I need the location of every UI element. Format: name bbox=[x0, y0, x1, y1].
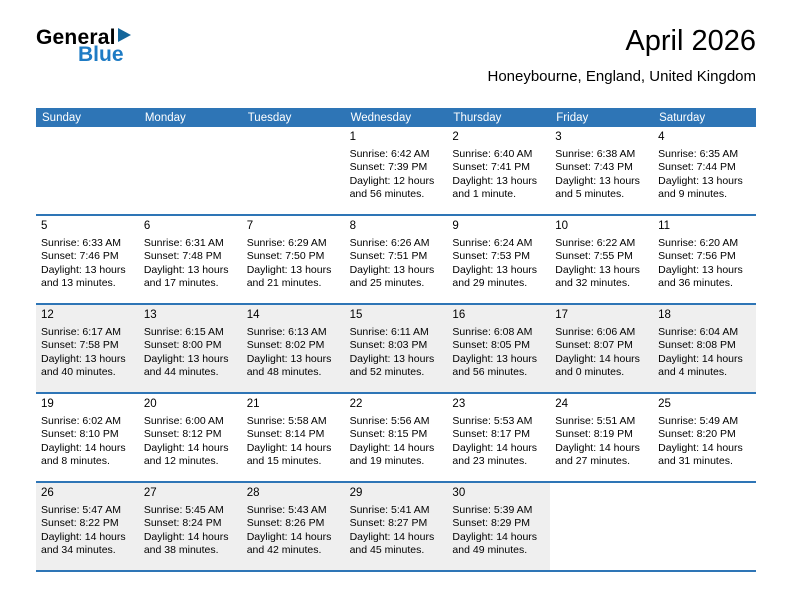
daylight-text: Daylight: 13 hours and 17 minutes. bbox=[143, 263, 229, 290]
calendar-grid bbox=[36, 127, 756, 570]
daylight-text: Daylight: 14 hours and 27 minutes. bbox=[555, 441, 640, 468]
day-number: 1 bbox=[349, 131, 356, 143]
empty-cell bbox=[653, 483, 756, 570]
day-cell-1 bbox=[345, 127, 448, 214]
daylight-text: Daylight: 13 hours and 21 minutes. bbox=[246, 263, 332, 290]
sunrise-text: Sunrise: 5:49 AM bbox=[658, 414, 739, 427]
sunrise-text: Sunrise: 5:47 AM bbox=[41, 503, 121, 516]
sunrise-text: Sunrise: 5:51 AM bbox=[555, 414, 636, 427]
day-number: 5 bbox=[41, 220, 48, 232]
sunset-text: Sunset: 8:15 PM bbox=[349, 428, 428, 441]
daylight-text: Daylight: 14 hours and 19 minutes. bbox=[349, 441, 435, 468]
weekday-header-wednesday: Wednesday bbox=[350, 111, 412, 124]
daylight-text: Daylight: 12 hours and 56 minutes. bbox=[349, 174, 435, 201]
sunrise-text: Sunrise: 6:26 AM bbox=[349, 236, 430, 249]
sunset-text: Sunset: 7:53 PM bbox=[452, 250, 531, 263]
daylight-text: Daylight: 14 hours and 15 minutes. bbox=[246, 441, 332, 468]
daylight-text: Daylight: 13 hours and 48 minutes. bbox=[246, 352, 332, 379]
week-row-3 bbox=[36, 303, 756, 392]
day-cell-28 bbox=[242, 483, 345, 570]
daylight-text: Daylight: 13 hours and 5 minutes. bbox=[555, 174, 640, 201]
day-number: 2 bbox=[452, 131, 459, 143]
day-cell-12 bbox=[36, 305, 139, 392]
day-cell-6 bbox=[139, 216, 242, 303]
day-number: 3 bbox=[555, 131, 562, 143]
sunrise-text: Sunrise: 5:43 AM bbox=[246, 503, 327, 516]
daylight-text: Daylight: 13 hours and 29 minutes. bbox=[452, 263, 538, 290]
sunrise-text: Sunrise: 6:29 AM bbox=[246, 236, 327, 249]
day-cell-29 bbox=[345, 483, 448, 570]
sunrise-text: Sunrise: 6:06 AM bbox=[555, 325, 636, 338]
sunrise-text: Sunrise: 6:00 AM bbox=[143, 414, 224, 427]
sunrise-text: Sunrise: 6:15 AM bbox=[143, 325, 224, 338]
day-cell-4 bbox=[653, 127, 756, 214]
day-cell-2 bbox=[447, 127, 550, 214]
day-cell-5 bbox=[36, 216, 139, 303]
daylight-text: Daylight: 13 hours and 9 minutes. bbox=[658, 174, 743, 201]
daylight-text: Daylight: 14 hours and 31 minutes. bbox=[658, 441, 743, 468]
sunrise-text: Sunrise: 6:33 AM bbox=[41, 236, 121, 249]
daylight-text: Daylight: 14 hours and 49 minutes. bbox=[452, 530, 538, 557]
daylight-text: Daylight: 13 hours and 32 minutes. bbox=[555, 263, 640, 290]
sunset-text: Sunset: 8:07 PM bbox=[555, 339, 633, 352]
weekday-header-row bbox=[36, 108, 756, 127]
sunset-text: Sunset: 8:00 PM bbox=[143, 339, 222, 352]
daylight-text: Daylight: 13 hours and 56 minutes. bbox=[452, 352, 538, 379]
day-number: 4 bbox=[658, 131, 665, 143]
sunrise-text: Sunrise: 6:38 AM bbox=[555, 147, 636, 160]
day-number: 21 bbox=[246, 398, 260, 410]
week-row-2 bbox=[36, 214, 756, 303]
day-number: 6 bbox=[143, 220, 151, 232]
sunrise-text: Sunrise: 6:31 AM bbox=[143, 236, 224, 249]
day-number: 19 bbox=[41, 398, 54, 410]
empty-cell bbox=[139, 127, 242, 214]
daylight-text: Daylight: 14 hours and 34 minutes. bbox=[41, 530, 126, 557]
sunset-text: Sunset: 8:12 PM bbox=[143, 428, 222, 441]
day-cell-20 bbox=[139, 394, 242, 481]
day-number: 13 bbox=[143, 309, 157, 321]
day-cell-21 bbox=[242, 394, 345, 481]
sunset-text: Sunset: 7:48 PM bbox=[143, 250, 222, 263]
daylight-text: Daylight: 14 hours and 12 minutes. bbox=[143, 441, 229, 468]
day-number: 16 bbox=[452, 309, 466, 321]
sunrise-text: Sunrise: 6:02 AM bbox=[41, 414, 121, 427]
day-number: 12 bbox=[41, 309, 54, 321]
sunset-text: Sunset: 8:20 PM bbox=[658, 428, 736, 441]
day-cell-27 bbox=[139, 483, 242, 570]
day-number: 27 bbox=[143, 487, 157, 499]
day-number: 29 bbox=[349, 487, 363, 499]
sunrise-text: Sunrise: 6:42 AM bbox=[349, 147, 430, 160]
sunset-text: Sunset: 8:26 PM bbox=[246, 517, 325, 530]
page-title: April 2026 bbox=[625, 25, 756, 57]
day-number: 18 bbox=[658, 309, 671, 321]
sunset-text: Sunset: 7:41 PM bbox=[452, 161, 531, 174]
daylight-text: Daylight: 14 hours and 23 minutes. bbox=[452, 441, 538, 468]
day-cell-14 bbox=[242, 305, 345, 392]
sunset-text: Sunset: 8:14 PM bbox=[246, 428, 325, 441]
day-number: 28 bbox=[246, 487, 260, 499]
day-number: 8 bbox=[349, 220, 356, 232]
weekday-header-thursday: Thursday bbox=[453, 111, 502, 124]
sunrise-text: Sunrise: 6:24 AM bbox=[452, 236, 533, 249]
logo-text-general: General bbox=[36, 26, 116, 49]
sunrise-text: Sunrise: 5:56 AM bbox=[349, 414, 430, 427]
daylight-text: Daylight: 14 hours and 4 minutes. bbox=[658, 352, 743, 379]
weekday-header-friday: Friday bbox=[556, 111, 589, 124]
weekday-header-sunday: Sunday bbox=[42, 111, 82, 124]
daylight-text: Daylight: 13 hours and 25 minutes. bbox=[349, 263, 435, 290]
day-number: 14 bbox=[246, 309, 260, 321]
day-cell-8 bbox=[345, 216, 448, 303]
sunrise-text: Sunrise: 5:53 AM bbox=[452, 414, 533, 427]
sunset-text: Sunset: 8:05 PM bbox=[452, 339, 531, 352]
day-number: 15 bbox=[349, 309, 363, 321]
empty-cell bbox=[550, 483, 653, 570]
day-number: 23 bbox=[452, 398, 466, 410]
day-cell-19 bbox=[36, 394, 139, 481]
daylight-text: Daylight: 13 hours and 1 minute. bbox=[452, 174, 538, 201]
page-header bbox=[36, 26, 756, 98]
day-cell-26 bbox=[36, 483, 139, 570]
day-number: 11 bbox=[658, 220, 671, 232]
week-row-5 bbox=[36, 481, 756, 570]
day-cell-16 bbox=[447, 305, 550, 392]
sunset-text: Sunset: 8:17 PM bbox=[452, 428, 531, 441]
sunrise-text: Sunrise: 5:41 AM bbox=[349, 503, 430, 516]
day-number: 20 bbox=[143, 398, 157, 410]
sunset-text: Sunset: 7:39 PM bbox=[349, 161, 428, 174]
day-cell-30 bbox=[447, 483, 550, 570]
sunrise-text: Sunrise: 5:39 AM bbox=[452, 503, 533, 516]
day-cell-3 bbox=[550, 127, 653, 214]
sunset-text: Sunset: 8:27 PM bbox=[349, 517, 428, 530]
sunrise-text: Sunrise: 6:22 AM bbox=[555, 236, 636, 249]
day-cell-25 bbox=[653, 394, 756, 481]
sunset-text: Sunset: 7:50 PM bbox=[246, 250, 325, 263]
sunset-text: Sunset: 7:56 PM bbox=[658, 250, 736, 263]
day-cell-13 bbox=[139, 305, 242, 392]
daylight-text: Daylight: 13 hours and 44 minutes. bbox=[143, 352, 229, 379]
day-number: 9 bbox=[452, 220, 459, 232]
daylight-text: Daylight: 13 hours and 36 minutes. bbox=[658, 263, 743, 290]
sunset-text: Sunset: 7:43 PM bbox=[555, 161, 633, 174]
weekday-header-saturday: Saturday bbox=[659, 111, 706, 124]
day-number: 7 bbox=[246, 220, 254, 232]
sunrise-text: Sunrise: 6:04 AM bbox=[658, 325, 739, 338]
sunset-text: Sunset: 8:03 PM bbox=[349, 339, 428, 352]
daylight-text: Daylight: 13 hours and 52 minutes. bbox=[349, 352, 435, 379]
day-cell-7 bbox=[242, 216, 345, 303]
sunrise-text: Sunrise: 6:17 AM bbox=[41, 325, 121, 338]
sunrise-text: Sunrise: 6:08 AM bbox=[452, 325, 533, 338]
daylight-text: Daylight: 14 hours and 45 minutes. bbox=[349, 530, 435, 557]
week-row-4 bbox=[36, 392, 756, 481]
daylight-text: Daylight: 13 hours and 13 minutes. bbox=[41, 263, 126, 290]
day-cell-22 bbox=[345, 394, 448, 481]
week-row-1 bbox=[36, 127, 756, 214]
sunset-text: Sunset: 8:02 PM bbox=[246, 339, 325, 352]
weekday-header-tuesday: Tuesday bbox=[247, 111, 292, 124]
sunset-text: Sunset: 8:29 PM bbox=[452, 517, 531, 530]
day-number: 22 bbox=[349, 398, 363, 410]
day-cell-17 bbox=[550, 305, 653, 392]
sunrise-text: Sunrise: 6:35 AM bbox=[658, 147, 739, 160]
sunset-text: Sunset: 7:55 PM bbox=[555, 250, 633, 263]
daylight-text: Daylight: 14 hours and 0 minutes. bbox=[555, 352, 640, 379]
sunset-text: Sunset: 7:58 PM bbox=[41, 339, 119, 352]
day-cell-11 bbox=[653, 216, 756, 303]
logo-triangle-icon bbox=[118, 28, 131, 42]
sunrise-text: Sunrise: 5:45 AM bbox=[143, 503, 224, 516]
day-number: 17 bbox=[555, 309, 569, 321]
day-number: 10 bbox=[555, 220, 569, 232]
general-blue-logo bbox=[36, 26, 176, 76]
day-cell-10 bbox=[550, 216, 653, 303]
day-number: 25 bbox=[658, 398, 671, 410]
day-number: 30 bbox=[452, 487, 466, 499]
sunrise-text: Sunrise: 6:40 AM bbox=[452, 147, 533, 160]
weekday-header-monday: Monday bbox=[144, 111, 186, 124]
sunset-text: Sunset: 7:44 PM bbox=[658, 161, 736, 174]
day-number: 26 bbox=[41, 487, 54, 499]
sunset-text: Sunset: 8:08 PM bbox=[658, 339, 736, 352]
day-cell-23 bbox=[447, 394, 550, 481]
day-number: 24 bbox=[555, 398, 569, 410]
daylight-text: Daylight: 14 hours and 42 minutes. bbox=[246, 530, 332, 557]
daylight-text: Daylight: 14 hours and 38 minutes. bbox=[143, 530, 229, 557]
sunset-text: Sunset: 7:46 PM bbox=[41, 250, 119, 263]
day-cell-18 bbox=[653, 305, 756, 392]
day-cell-24 bbox=[550, 394, 653, 481]
empty-cell bbox=[242, 127, 345, 214]
calendar bbox=[36, 108, 756, 572]
sunrise-text: Sunrise: 6:11 AM bbox=[349, 325, 429, 338]
sunset-text: Sunset: 8:10 PM bbox=[41, 428, 119, 441]
daylight-text: Daylight: 14 hours and 8 minutes. bbox=[41, 441, 126, 468]
day-cell-9 bbox=[447, 216, 550, 303]
sunset-text: Sunset: 7:51 PM bbox=[349, 250, 428, 263]
day-cell-15 bbox=[345, 305, 448, 392]
daylight-text: Daylight: 13 hours and 40 minutes. bbox=[41, 352, 126, 379]
empty-cell bbox=[36, 127, 139, 214]
logo-text-blue: Blue bbox=[78, 43, 124, 66]
page-subtitle: Honeybourne, England, United Kingdom bbox=[487, 67, 756, 85]
sunset-text: Sunset: 8:19 PM bbox=[555, 428, 633, 441]
sunset-text: Sunset: 8:24 PM bbox=[143, 517, 222, 530]
sunset-text: Sunset: 8:22 PM bbox=[41, 517, 119, 530]
sunrise-text: Sunrise: 6:13 AM bbox=[246, 325, 327, 338]
sunrise-text: Sunrise: 5:58 AM bbox=[246, 414, 327, 427]
sunrise-text: Sunrise: 6:20 AM bbox=[658, 236, 739, 249]
